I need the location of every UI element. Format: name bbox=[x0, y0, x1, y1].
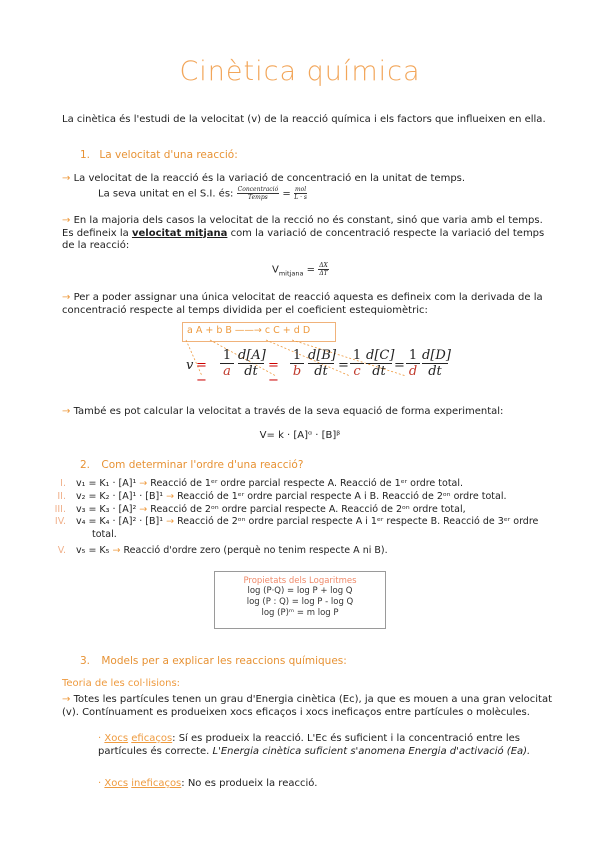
logarithm-properties-box bbox=[214, 571, 386, 629]
eq-deriv-d: d[D] dt bbox=[422, 348, 451, 379]
arrow-icon: → bbox=[62, 215, 71, 226]
reaction-text: a A + b B ——→ c C + d D bbox=[187, 325, 311, 336]
section3-heading bbox=[80, 655, 347, 667]
effective-collisions-bullet: · Xocs eficaços: Sí es produeix la reacció. L'Ec és suficient i la concentració entre les partícules és correcte. L'Energia cinètica suficient s'anomena Energia d'activació (Ea). bbox=[98, 733, 531, 757]
box-line: log (P : Q) = log P - log Q bbox=[246, 597, 354, 607]
arrow-icon: → bbox=[62, 694, 71, 705]
section1-p2: → En la majoria dels casos la velocitat de la recció no és constant, sinó que varia amb el temps. Es defineix la velocitat mitjana com la variació de concentració respecte la variació del temps de la reacció: bbox=[62, 215, 545, 251]
eq-sign-a: = − bbox=[196, 358, 207, 388]
velocitat-mitjana-link: velocitat mitjana bbox=[131, 227, 228, 239]
eq-deriv-b: d[B] dt bbox=[308, 348, 337, 379]
eq-deriv-a: d[A] dt bbox=[238, 348, 266, 379]
section1-heading bbox=[80, 149, 238, 161]
section1-p1 bbox=[62, 173, 552, 186]
eq-sign-b: = − bbox=[268, 358, 279, 388]
eq-deriv-c: d[C] dt bbox=[366, 348, 395, 379]
list-item: III. v₃ = K₃ · [A]² → Reacció de 2ᵒⁿ ordre parcial respecte A. Reacció de 2ᵒⁿ ordre total, bbox=[54, 503, 466, 515]
arrow-icon: → bbox=[139, 503, 148, 515]
collision-theory-subheading: Teoria de les col·lisions: bbox=[62, 678, 181, 689]
unit-line: La seva unitat en el S.I. és: $\frac{\text{Concentració}}{\text{Temps}}$ = $\frac{\text{mol}}{L \cdot s}$ bbox=[98, 186, 307, 201]
eq-sign-d: = bbox=[394, 358, 405, 373]
section1-p3: → Per a poder assignar una única velocitat de reacció aquesta es defineix com la derivada de la concentració respecte al temps dividida per el coeficient estequiomètric: bbox=[62, 292, 543, 316]
unit-fraction: $\frac{\text{Concentració}}{\text{Temps}}$ bbox=[237, 186, 279, 201]
bullet-icon: · bbox=[98, 733, 102, 744]
section1-number: 1. bbox=[80, 149, 91, 161]
list-item: V. v₅ = K₅ → Reacció d'ordre zero (perquè no tenim respecte A ni B). bbox=[57, 544, 388, 556]
section1-p4: → També es pot calcular la velocitat a través de la seva equació de forma experimental: bbox=[62, 406, 504, 417]
list-item: II. v₂ = K₂ · [A]¹ · [B]¹ → Reacció de 1ᵉʳ ordre parcial respecte A i B. Reacció de 2ᵒⁿ ordre total. bbox=[57, 490, 507, 502]
eq-frac-a: 1 a bbox=[220, 348, 234, 379]
arrow-icon: → bbox=[166, 516, 175, 528]
eq-frac-b: 1 b bbox=[290, 348, 304, 379]
intro-paragraph: La cinètica és l'estudi de la velocitat (v) de la reacció química i els factors que influeixen en ella. bbox=[62, 114, 546, 125]
arrow-icon: → bbox=[139, 478, 148, 489]
section2-number: 2. bbox=[80, 459, 91, 471]
page-title: Cinètica química bbox=[179, 56, 421, 87]
arrow-icon: → bbox=[62, 173, 71, 184]
section3-number: 3. bbox=[80, 655, 91, 667]
section2-heading bbox=[80, 459, 303, 471]
order-list bbox=[44, 478, 554, 558]
arrow-icon: → bbox=[112, 544, 121, 556]
section2-title: Com determinar l'ordre d'una reacció? bbox=[101, 459, 304, 471]
section1-title: La velocitat d'una reacció: bbox=[99, 149, 238, 161]
arrow-icon: → bbox=[62, 292, 71, 303]
eq-sign-c: = bbox=[338, 358, 349, 373]
arrow-icon: → bbox=[166, 490, 175, 502]
rate-law: V= k · [A]ᵅ · [B]ᵝ bbox=[259, 430, 341, 441]
list-item: I. v₁ = K₁ · [A]¹ → Reacció de 1ᵉʳ ordre parcial respecte A. Reacció de 1ᵉʳ ordre total. bbox=[60, 478, 464, 489]
box-title: Propietats dels Logaritmes bbox=[243, 576, 357, 586]
unit-label: La seva unitat en el S.I. és: bbox=[98, 188, 234, 200]
mean-velocity-formula: $V_{mitjana}$ = $\frac{\Delta X}{\Delta T}$ bbox=[272, 262, 328, 278]
section3-p1: → Totes les partícules tenen un grau d'Energia cinètica (Ec), ja que es mouen a una gran velocitat (v). Contínuament es produeixen xocs eficaços i xocs ineficaços entre partícules o molècules. bbox=[62, 694, 553, 718]
eq-frac-d: 1 d bbox=[406, 348, 420, 379]
section3-title: Models per a explicar les reaccions químiques: bbox=[101, 655, 347, 667]
ineffective-collisions-bullet: · Xocs ineficaços: No es produeix la reacció. bbox=[98, 778, 318, 789]
eq-v: v bbox=[186, 358, 194, 373]
unit-fraction-2: $\frac{\text{mol}}{L \cdot s}$ bbox=[294, 186, 307, 201]
section1-p1-text: La velocitat de la reacció és la variació de concentració en la unitat de temps. bbox=[73, 173, 466, 184]
bullet-icon: · bbox=[98, 778, 102, 789]
arrow-icon: → bbox=[62, 406, 71, 417]
box-line: log (P)ᵐ = m log P bbox=[261, 608, 339, 618]
eq-frac-c: 1 c bbox=[350, 348, 364, 379]
list-item: IV. v₄ = K₄ · [A]² · [B]¹ → Reacció de 2ᵒⁿ ordre parcial respecte A i 1ᵉʳ respecte B. Reacció de 3ᵉʳ ordre total. bbox=[54, 516, 539, 541]
box-line: log (P·Q) = log P + log Q bbox=[247, 586, 353, 596]
